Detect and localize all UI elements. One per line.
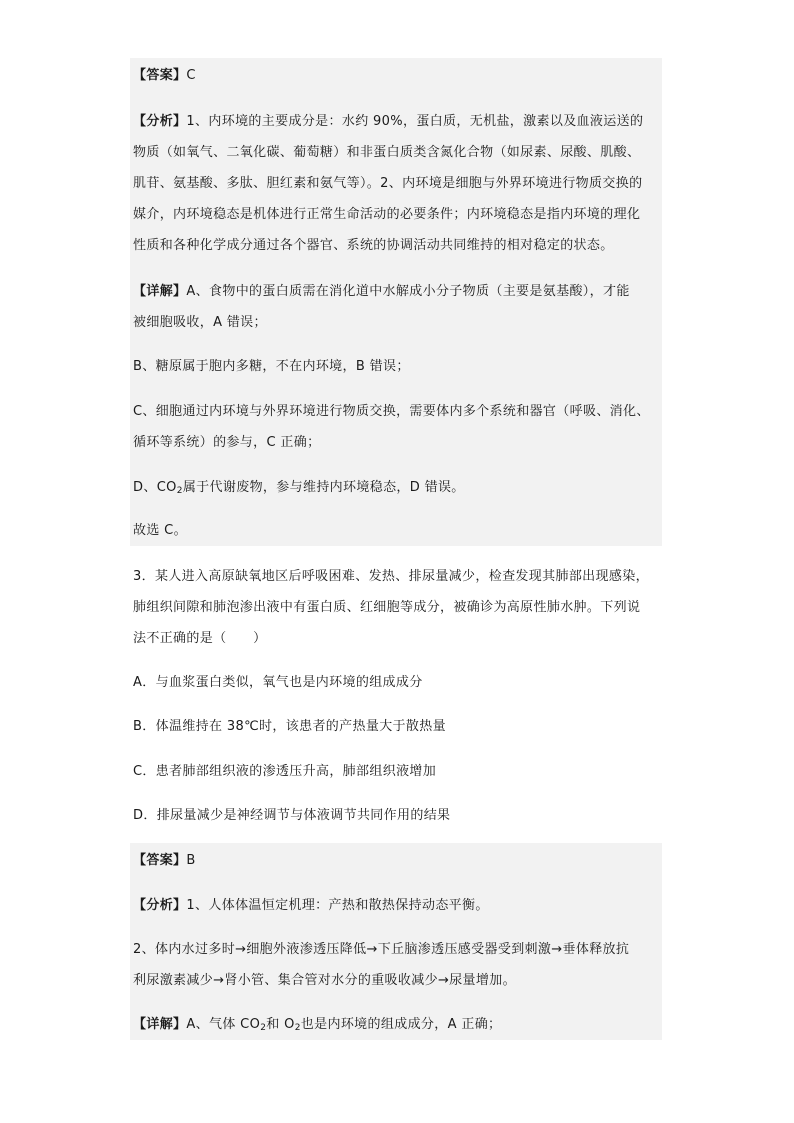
answer-line bbox=[133, 67, 665, 85]
detail-a-mid: 和 O bbox=[266, 1017, 295, 1032]
detail-tag: 【详解】 bbox=[133, 284, 187, 299]
answer-line bbox=[133, 852, 665, 870]
subscript: 2 bbox=[294, 1023, 301, 1033]
option-c: C．患者肺部组织液的渗透压升高，肺部组织液增加 bbox=[133, 764, 437, 779]
option-b: B．体温维持在 38℃时，该患者的产热量大于散热量 bbox=[133, 719, 446, 734]
detail-line: 被细胞吸收，A 错误； bbox=[133, 315, 267, 330]
subscript: 2 bbox=[260, 1023, 267, 1033]
subscript: 2 bbox=[176, 486, 183, 496]
detail-a-post: 也是内环境的组成成分，A 正确； bbox=[300, 1017, 502, 1032]
detail-line bbox=[133, 1016, 665, 1034]
option-d: D．排尿量减少是神经调节与体液调节共同作用的结果 bbox=[133, 808, 451, 823]
analysis-line: 性质和各种化学成分通过各个器官、系统的协调活动共同维持的相对稳定的状态。 bbox=[133, 238, 614, 253]
analysis-tag: 【分析】 bbox=[133, 114, 187, 129]
analysis-tag: 【分析】 bbox=[133, 898, 187, 913]
analysis-line bbox=[133, 113, 665, 131]
analysis-line: 物质（如氧气、二氧化碳、葡萄糖）和非蛋白质类含氮化合物（如尿素、尿酸、肌酸、 bbox=[133, 145, 641, 160]
analysis-line: 肌苷、氨基酸、多肽、胆红素和氨气等）。2、内环境是细胞与外界环境进行物质交换的 bbox=[133, 176, 643, 191]
analysis-line: 媒介，内环境稳态是机体进行正常生命活动的必要条件；内环境稳态是指内环境的理化 bbox=[133, 207, 641, 222]
analysis-line bbox=[133, 897, 665, 915]
detail-a-pre: A、气体 CO bbox=[186, 1017, 261, 1032]
analysis-line: 利尿激素减少→肾小管、集合管对水分的重吸收减少→尿量增加。 bbox=[133, 973, 516, 988]
option-c-explanation: 循环等系统）的参与，C 正确； bbox=[133, 435, 321, 450]
option-b-explanation: B、糖原属于胞内多糖，不在内环境，B 错误； bbox=[133, 359, 410, 374]
option-a: A．与血浆蛋白类似，氧气也是内环境的组成成分 bbox=[133, 675, 423, 690]
option-d-explanation bbox=[133, 479, 665, 497]
d-pre: D、CO bbox=[133, 480, 177, 495]
option-c-explanation: C、细胞通过内环境与外界环境进行物质交换，需要体内多个系统和器官（呼吸、消化、 bbox=[133, 404, 650, 419]
answer-block-q2 bbox=[130, 58, 662, 546]
analysis-text: 1、人体体温恒定机理：产热和散热保持动态平衡。 bbox=[186, 898, 489, 913]
conclusion: 故选 C。 bbox=[133, 523, 187, 538]
d-post: 属于代谢废物，参与维持内环境稳态，D 错误。 bbox=[182, 480, 465, 495]
answer-value: B bbox=[186, 853, 196, 868]
answer-tag: 【答案】 bbox=[133, 853, 187, 868]
question-stem: 肺组织间隙和肺泡渗出液中有蛋白质、红细胞等成分，被确诊为高原性肺水肿。下列说 bbox=[133, 600, 641, 615]
answer-value: C bbox=[186, 68, 196, 83]
detail-line bbox=[133, 283, 665, 301]
detail-text: A、食物中的蛋白质需在消化道中水解成小分子物质（主要是氨基酸），才能 bbox=[186, 284, 630, 299]
question-stem: 法不正确的是（ ） bbox=[133, 631, 267, 646]
analysis-text: 1、内环境的主要成分是：水约 90%，蛋白质，无机盐，激素以及血液运送的 bbox=[186, 114, 644, 129]
detail-tag: 【详解】 bbox=[133, 1017, 187, 1032]
answer-tag: 【答案】 bbox=[133, 68, 187, 83]
analysis-line: 2、体内水过多时→细胞外液渗透压降低→下丘脑渗透压感受器受到刺激→垂体释放抗 bbox=[133, 942, 630, 957]
question-stem: 3．某人进入高原缺氧地区后呼吸困难、发热、排尿量减少，检查发现其肺部出现感染， bbox=[133, 569, 649, 584]
